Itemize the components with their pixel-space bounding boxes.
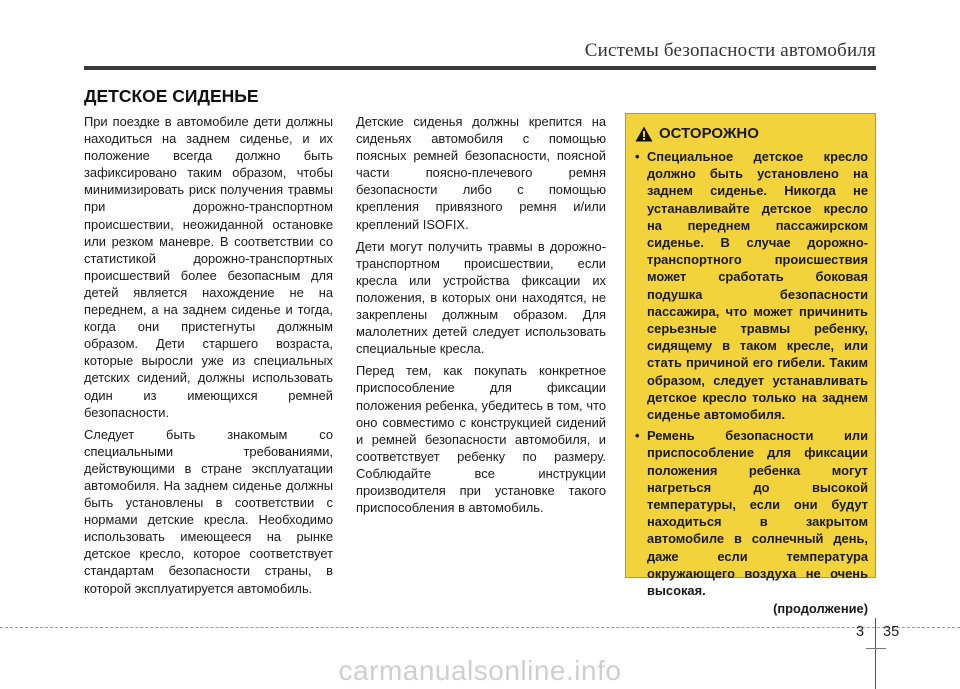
chapter-number: 3 xyxy=(856,624,865,640)
warning-item-text: Ремень безопасности или приспособление для фиксации положения ребенка могут нагреться до высокой температуры, если они будут находиться в закрытом автомобиле в солнечный день, даже если температура окружающего воздуха не очень высокая. xyxy=(647,428,868,599)
section-title: ДЕТСКОЕ СИДЕНЬЕ xyxy=(84,86,259,106)
text-column-middle xyxy=(356,113,606,521)
paragraph: Перед тем, как покупать конкретное приспособление для фиксации положения ребенка, убедитесь в том, что оно совместимо с конструкцией сидений и ремней безопасности автомобиля, и соответствует ребенку по размеру. Соблюдайте все инструкции производителя при установке такого приспособления в автомобиль. xyxy=(356,363,606,516)
warning-box xyxy=(625,113,876,617)
paragraph: Детские сиденья должны крепится на сиденьях автомобиля с помощью поясных ремней безопасности, поясной части поясно-плечевого ремня безопасности либо с помощью крепления привязного ремня и/или креплений ISOFIX. xyxy=(356,114,606,232)
warning-item xyxy=(635,148,868,423)
warning-item-text: Специальное детское кресло должно быть установлено на заднем сиденье. Никогда не устанавливайте детское кресло на переднем пассажирском сиденье. В случае дорожно-транспортного происшествия может сработать боковая подушка безопасности пассажира, что может причинить серьезные травмы ребенку, сидящему в таком кресле, или стать причиной его гибели. Таким образом, следует устанавливать детское кресло только на заднем сиденье автомобиля. xyxy=(647,149,868,423)
crop-mark xyxy=(866,648,886,649)
warning-item xyxy=(635,427,868,599)
warning-triangle-icon xyxy=(635,126,653,142)
paragraph: Дети могут получить травмы в дорожно-транспортном происшествии, если кресла или устройства фиксации их положения, в которых они находятся, не закреплены должным образом. Для малолетних детей следует использовать специальные кресла. xyxy=(356,238,606,357)
bullet: • xyxy=(635,428,640,444)
watermark: carmanualsonline.info xyxy=(338,655,622,686)
text-column-left xyxy=(84,113,333,602)
warning-header xyxy=(635,125,868,142)
warning-list xyxy=(635,148,868,599)
page-number: 35 xyxy=(883,624,900,640)
page-crop-line xyxy=(0,627,960,628)
paragraph: Следует быть знакомым со специальными требованиями, действующими в стране эксплуатации автомобиля. На заднем сиденье должны быть установлены в соответствии с нормами детские кресла. Необходимо использовать имеющееся на рынке детское кресло, которое соответствует стандартам безопасности страны, в которой эксплуатируется автомобиль. xyxy=(84,426,333,596)
running-header: Системы безопасности автомобиля xyxy=(584,40,876,61)
header-rule xyxy=(84,66,876,70)
warning-title: ОСТОРОЖНО xyxy=(659,125,759,142)
bullet: • xyxy=(635,149,640,164)
continued-label: (продолжение) xyxy=(773,601,868,617)
paragraph: При поездке в автомобиле дети должны находиться на заднем сиденье, и их положение всегда должно быть зафиксировано таким образом, чтобы минимизировать риск получения травмы при дорожно-транспортном происшествии, неожиданной остановке или резком маневре. В соответствии со статистикой дорожно-транспортных происшествий более безопасным для детей является нахождение не на переднем, а на заднем сиденье и тогда, когда они пристегнуты должным образом. Дети старшего возраста, которые выросли уже из специальных детских сидений, должны использовать один из имеющихся ремней безопасности. xyxy=(84,114,333,420)
